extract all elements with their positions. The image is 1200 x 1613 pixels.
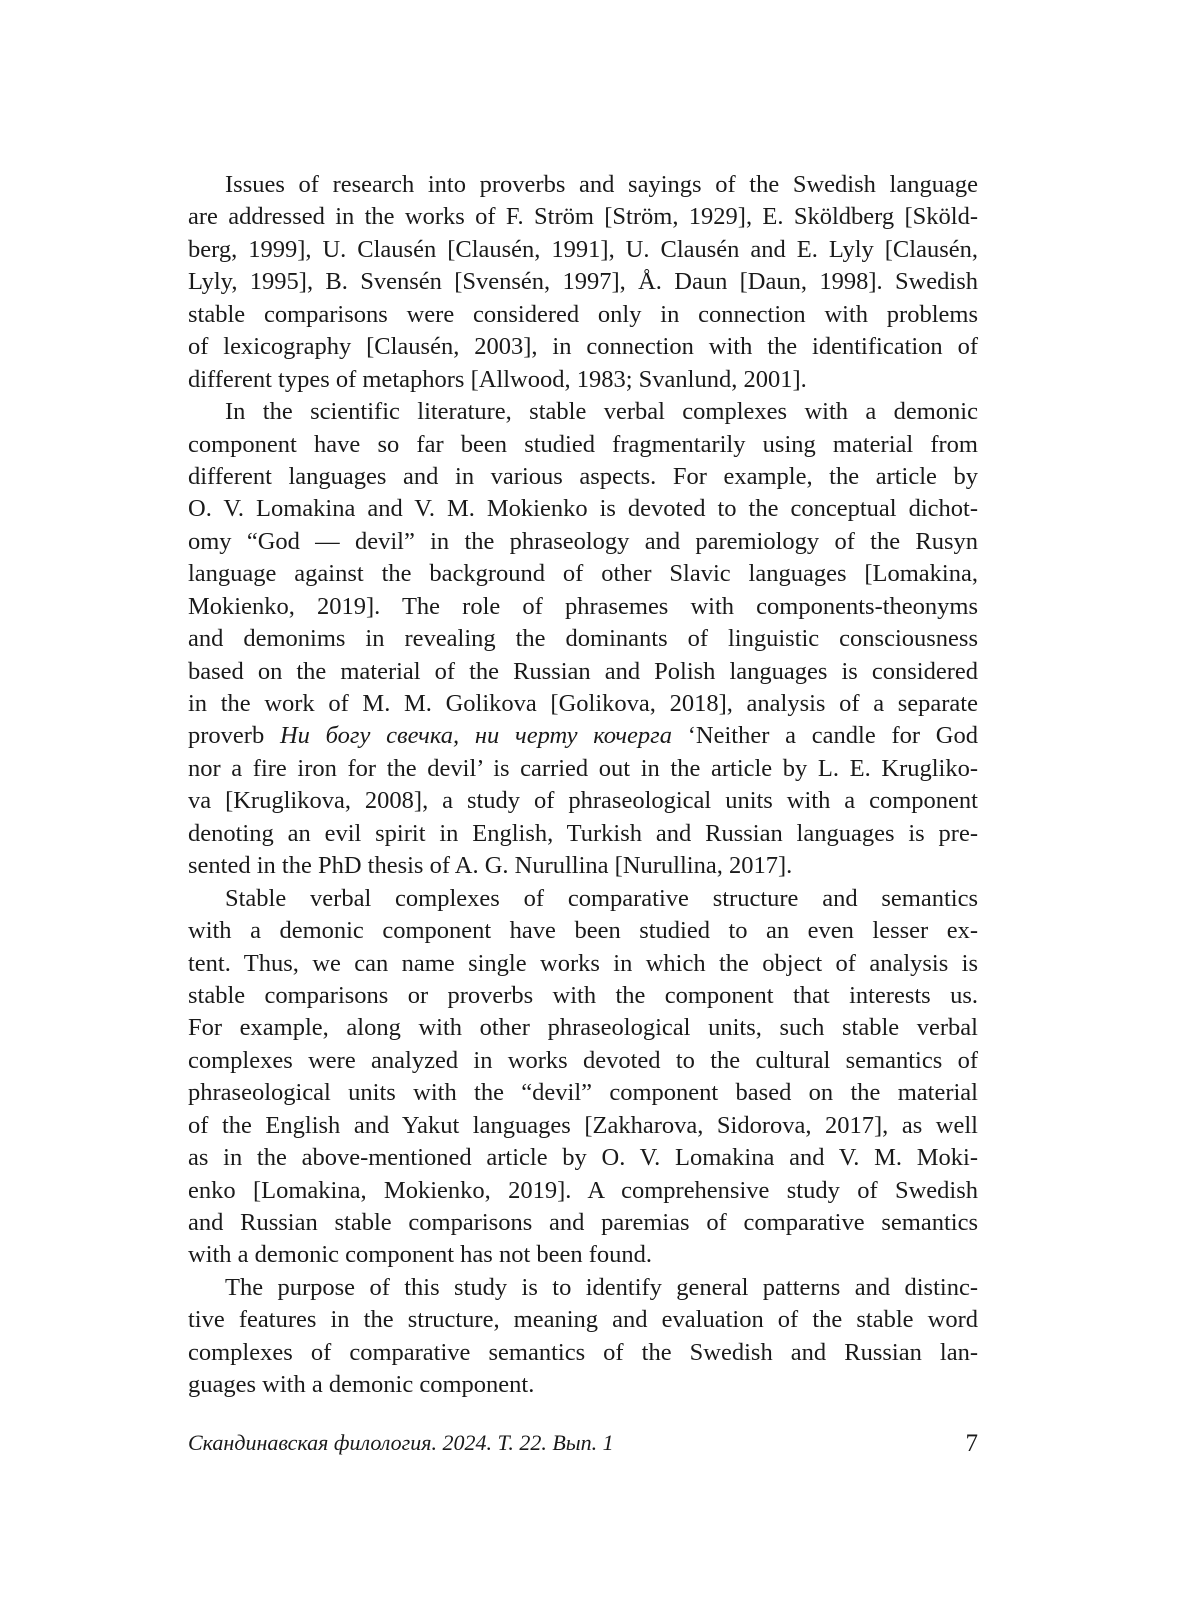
text-line: tent. Thus, we can name single works in which the object of analysis is [188, 949, 978, 977]
paragraph [188, 169, 978, 396]
text-line: complexes of comparative semantics of the Swedish and Russian lan- [188, 1338, 978, 1366]
text-line: with a demonic component has not been found. [188, 1241, 653, 1269]
text-line [188, 720, 978, 752]
text-line: Issues of research into proverbs and sayings of the Swedish language [225, 171, 978, 198]
text-line: In the scientific literature, stable verbal complexes with a demonic [225, 398, 978, 426]
text-line: nor a fire iron for the devil’ is carried out in the article by L. E. Krugliko- [188, 754, 978, 782]
text-line: omy “God — devil” in the phraseology and paremiology of the Rusyn [188, 527, 978, 555]
text-line: denoting an evil spirit in English, Turkish and Russian languages is pre- [188, 819, 978, 847]
text-line: berg, 1999], U. Clausén [Clausén, 1991], U. Clausén and E. Lyly [Clausén, [188, 235, 978, 263]
text-line: different types of metaphors [Allwood, 1983; Svanlund, 2001]. [188, 365, 807, 393]
body-text [188, 169, 978, 1402]
text-line: For example, along with other phraseological units, such stable verbal [188, 1014, 978, 1042]
text-line: guages with a demonic component. [188, 1371, 535, 1399]
paragraph [188, 396, 978, 883]
text-line: are addressed in the works of F. Ström [Ström, 1929], E. Sköldberg [Sköld- [188, 203, 978, 231]
text-line: Lyly, 1995], B. Svensén [Svensén, 1997], Å. Daun [Daun, 1998]. Swedish [188, 268, 978, 296]
text-line: as in the above-mentioned article by O. V. Lomakina and V. M. Moki- [188, 1144, 978, 1172]
journal-citation: Скандинавская филология. 2024. Т. 22. Вып. 1 [188, 1430, 614, 1455]
text-line: tive features in the structure, meaning and evaluation of the stable word [188, 1306, 978, 1334]
text-line: Mokienko, 2019]. The role of phrasemes with components-theonyms [188, 592, 978, 620]
text-segment: proverb [188, 722, 280, 750]
text-line: complexes were analyzed in works devoted to the cultural semantics of [188, 1046, 978, 1074]
text-line: different languages and in various aspects. For example, the article by [188, 462, 978, 490]
text-line: O. V. Lomakina and V. M. Mokienko is devoted to the conceptual dichot- [188, 495, 978, 523]
text-line: phraseological units with the “devil” component based on the material [188, 1079, 978, 1107]
text-line: va [Kruglikova, 2008], a study of phraseological units with a component [188, 787, 978, 815]
text-line: language against the background of other Slavic languages [Lomakina, [188, 560, 978, 588]
text-line: in the work of M. M. Golikova [Golikova, 2018], analysis of a separate [188, 690, 978, 717]
text-segment: ‘Neither a candle for God [672, 722, 979, 750]
text-line: The purpose of this study is to identify general patterns and distinc- [225, 1273, 978, 1301]
text-line: of the English and Yakut languages [Zakharova, Sidorova, 2017], as well [188, 1111, 978, 1139]
italic-proverb: Ни богу свечка, ни черту кочерга [279, 722, 672, 750]
text-line: stable comparisons or proverbs with the component that interests us. [188, 981, 978, 1009]
paragraph [188, 1272, 978, 1402]
text-line: stable comparisons were considered only in connection with problems [188, 300, 978, 328]
text-line: component have so far been studied fragmentarily using material from [188, 430, 978, 458]
text-line: sented in the PhD thesis of A. G. Nurullina [Nurullina, 2017]. [188, 852, 793, 880]
text-line: Stable verbal complexes of comparative structure and semantics [225, 884, 978, 912]
page-footer [188, 1430, 978, 1458]
text-line: based on the material of the Russian and Polish languages is considered [188, 657, 978, 685]
text-line: and Russian stable comparisons and paremias of comparative semantics [188, 1209, 978, 1236]
text-line: of lexicography [Clausén, 2003], in connection with the identification of [188, 333, 978, 361]
page-number: 7 [965, 1430, 978, 1457]
text-line: and demonims in revealing the dominants of linguistic consciousness [188, 625, 978, 653]
paragraph [188, 883, 978, 1272]
text-line: with a demonic component have been studied to an even lesser ex- [188, 917, 978, 945]
text-line: enko [Lomakina, Mokienko, 2019]. A comprehensive study of Swedish [188, 1176, 978, 1204]
